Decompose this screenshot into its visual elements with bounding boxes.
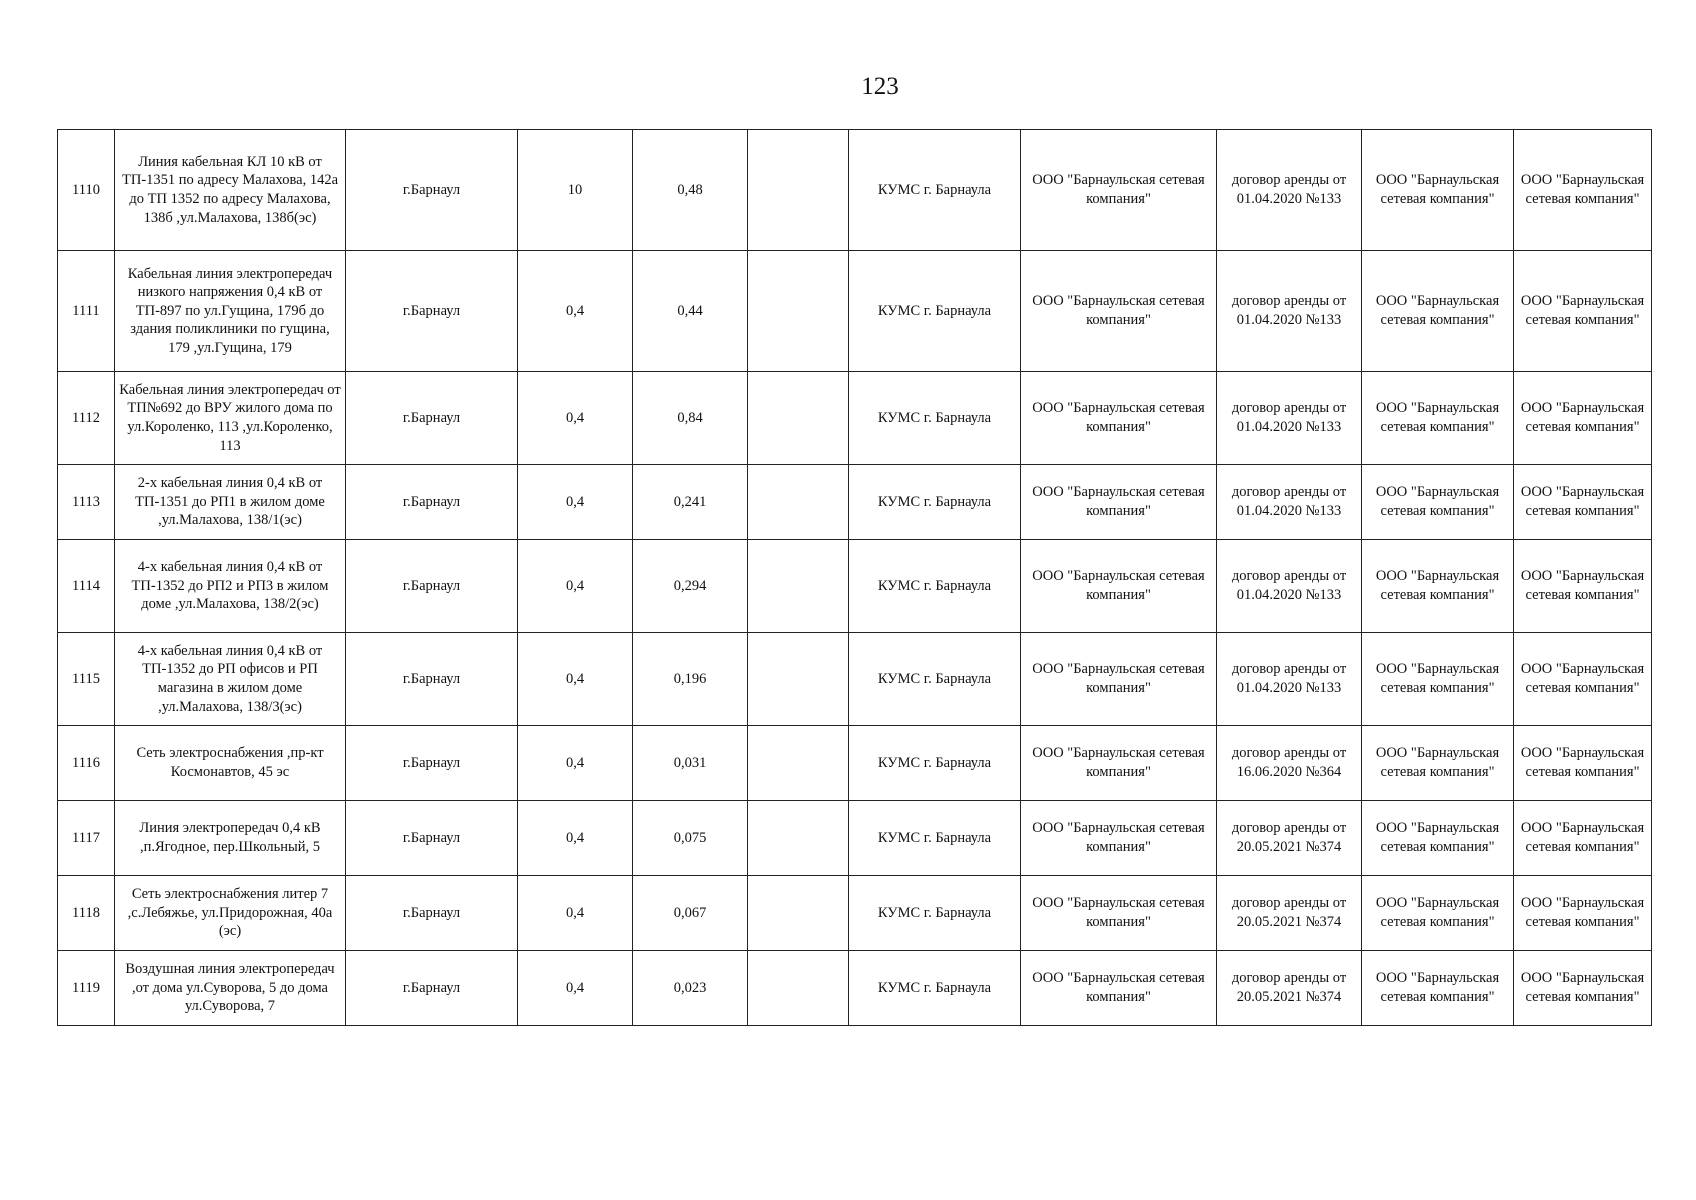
length: 0,294 [633, 540, 748, 633]
table-row [58, 540, 1652, 633]
organization-2: ООО "Барнаульская сетевая компания" [1514, 726, 1652, 801]
contract: договор аренды от 01.04.2020 №133 [1217, 465, 1362, 540]
row-number: 1113 [58, 465, 115, 540]
organization-2: ООО "Барнаульская сетевая компания" [1514, 130, 1652, 251]
voltage: 0,4 [518, 540, 633, 633]
voltage: 0,4 [518, 876, 633, 951]
organization: ООО "Барнаульская сетевая компания" [1362, 251, 1514, 372]
table-row [58, 465, 1652, 540]
user-organization: ООО "Барнаульская сетевая компания" [1021, 633, 1217, 726]
rights-holder: КУМС г. Барнаула [849, 372, 1021, 465]
empty-cell [748, 801, 849, 876]
location: г.Барнаул [346, 251, 518, 372]
registry-table [57, 129, 1652, 1026]
organization: ООО "Барнаульская сетевая компания" [1362, 130, 1514, 251]
table-row [58, 801, 1652, 876]
rights-holder: КУМС г. Барнаула [849, 633, 1021, 726]
contract: договор аренды от 01.04.2020 №133 [1217, 372, 1362, 465]
empty-cell [748, 876, 849, 951]
table-row [58, 372, 1652, 465]
row-number: 1111 [58, 251, 115, 372]
organization: ООО "Барнаульская сетевая компания" [1362, 372, 1514, 465]
empty-cell [748, 372, 849, 465]
object-name: 2-х кабельная линия 0,4 кВ от ТП-1351 до РП1 в жилом доме ,ул.Малахова, 138/1(эс) [115, 465, 346, 540]
rights-holder: КУМС г. Барнаула [849, 540, 1021, 633]
organization-2: ООО "Барнаульская сетевая компания" [1514, 876, 1652, 951]
table-row [58, 951, 1652, 1026]
voltage: 0,4 [518, 465, 633, 540]
table-row [58, 726, 1652, 801]
organization-2: ООО "Барнаульская сетевая компания" [1514, 801, 1652, 876]
contract: договор аренды от 20.05.2021 №374 [1217, 951, 1362, 1026]
location: г.Барнаул [346, 876, 518, 951]
length: 0,196 [633, 633, 748, 726]
empty-cell [748, 130, 849, 251]
voltage: 0,4 [518, 951, 633, 1026]
rights-holder: КУМС г. Барнаула [849, 465, 1021, 540]
organization: ООО "Барнаульская сетевая компания" [1362, 633, 1514, 726]
location: г.Барнаул [346, 726, 518, 801]
location: г.Барнаул [346, 801, 518, 876]
rights-holder: КУМС г. Барнаула [849, 951, 1021, 1026]
location: г.Барнаул [346, 951, 518, 1026]
voltage: 0,4 [518, 801, 633, 876]
contract: договор аренды от 01.04.2020 №133 [1217, 540, 1362, 633]
row-number: 1117 [58, 801, 115, 876]
organization-2: ООО "Барнаульская сетевая компания" [1514, 951, 1652, 1026]
user-organization: ООО "Барнаульская сетевая компания" [1021, 540, 1217, 633]
organization: ООО "Барнаульская сетевая компания" [1362, 951, 1514, 1026]
organization-2: ООО "Барнаульская сетевая компания" [1514, 465, 1652, 540]
object-name: Линия кабельная КЛ 10 кВ от ТП-1351 по адресу Малахова, 142а до ТП 1352 по адресу Малахова, 138б ,ул.Малахова, 138б(эс) [115, 130, 346, 251]
location: г.Барнаул [346, 372, 518, 465]
object-name: 4-х кабельная линия 0,4 кВ от ТП-1352 до РП2 и РП3 в жилом доме ,ул.Малахова, 138/2(эс) [115, 540, 346, 633]
user-organization: ООО "Барнаульская сетевая компания" [1021, 876, 1217, 951]
voltage: 0,4 [518, 372, 633, 465]
location: г.Барнаул [346, 130, 518, 251]
organization-2: ООО "Барнаульская сетевая компания" [1514, 633, 1652, 726]
organization-2: ООО "Барнаульская сетевая компания" [1514, 251, 1652, 372]
object-name: 4-х кабельная линия 0,4 кВ от ТП-1352 до РП офисов и РП магазина в жилом доме ,ул.Малахова, 138/3(эс) [115, 633, 346, 726]
rights-holder: КУМС г. Барнаула [849, 726, 1021, 801]
object-name: Кабельная линия электропередач от ТП№692 до ВРУ жилого дома по ул.Короленко, 113 ,ул.Короленко, 113 [115, 372, 346, 465]
contract: договор аренды от 20.05.2021 №374 [1217, 801, 1362, 876]
user-organization: ООО "Барнаульская сетевая компания" [1021, 726, 1217, 801]
object-name: Сеть электроснабжения литер 7 ,с.Лебяжье, ул.Придорожная, 40а (эс) [115, 876, 346, 951]
organization: ООО "Барнаульская сетевая компания" [1362, 876, 1514, 951]
row-number: 1114 [58, 540, 115, 633]
location: г.Барнаул [346, 540, 518, 633]
rights-holder: КУМС г. Барнаула [849, 801, 1021, 876]
rights-holder: КУМС г. Барнаула [849, 130, 1021, 251]
empty-cell [748, 540, 849, 633]
organization: ООО "Барнаульская сетевая компания" [1362, 726, 1514, 801]
object-name: Линия электропередач 0,4 кВ ,п.Ягодное, пер.Школьный, 5 [115, 801, 346, 876]
page-number: 123 [861, 73, 899, 100]
location: г.Барнаул [346, 633, 518, 726]
length: 0,075 [633, 801, 748, 876]
length: 0,241 [633, 465, 748, 540]
length: 0,067 [633, 876, 748, 951]
user-organization: ООО "Барнаульская сетевая компания" [1021, 251, 1217, 372]
user-organization: ООО "Барнаульская сетевая компания" [1021, 951, 1217, 1026]
organization: ООО "Барнаульская сетевая компания" [1362, 540, 1514, 633]
user-organization: ООО "Барнаульская сетевая компания" [1021, 801, 1217, 876]
empty-cell [748, 951, 849, 1026]
empty-cell [748, 633, 849, 726]
voltage: 0,4 [518, 633, 633, 726]
table-row [58, 876, 1652, 951]
table-row [58, 251, 1652, 372]
user-organization: ООО "Барнаульская сетевая компания" [1021, 130, 1217, 251]
length: 0,023 [633, 951, 748, 1026]
voltage: 10 [518, 130, 633, 251]
length: 0,44 [633, 251, 748, 372]
organization-2: ООО "Барнаульская сетевая компания" [1514, 372, 1652, 465]
length: 0,48 [633, 130, 748, 251]
row-number: 1118 [58, 876, 115, 951]
user-organization: ООО "Барнаульская сетевая компания" [1021, 372, 1217, 465]
object-name: Сеть электроснабжения ,пр-кт Космонавтов, 45 эс [115, 726, 346, 801]
organization: ООО "Барнаульская сетевая компания" [1362, 465, 1514, 540]
row-number: 1112 [58, 372, 115, 465]
contract: договор аренды от 16.06.2020 №364 [1217, 726, 1362, 801]
row-number: 1119 [58, 951, 115, 1026]
voltage: 0,4 [518, 726, 633, 801]
table-row [58, 130, 1652, 251]
voltage: 0,4 [518, 251, 633, 372]
empty-cell [748, 465, 849, 540]
contract: договор аренды от 20.05.2021 №374 [1217, 876, 1362, 951]
row-number: 1116 [58, 726, 115, 801]
row-number: 1110 [58, 130, 115, 251]
empty-cell [748, 251, 849, 372]
length: 0,031 [633, 726, 748, 801]
object-name: Воздушная линия электропередач ,от дома ул.Суворова, 5 до дома ул.Суворова, 7 [115, 951, 346, 1026]
location: г.Барнаул [346, 465, 518, 540]
rights-holder: КУМС г. Барнаула [849, 876, 1021, 951]
contract: договор аренды от 01.04.2020 №133 [1217, 251, 1362, 372]
table-row [58, 633, 1652, 726]
organization-2: ООО "Барнаульская сетевая компания" [1514, 540, 1652, 633]
user-organization: ООО "Барнаульская сетевая компания" [1021, 465, 1217, 540]
rights-holder: КУМС г. Барнаула [849, 251, 1021, 372]
empty-cell [748, 726, 849, 801]
row-number: 1115 [58, 633, 115, 726]
length: 0,84 [633, 372, 748, 465]
contract: договор аренды от 01.04.2020 №133 [1217, 130, 1362, 251]
organization: ООО "Барнаульская сетевая компания" [1362, 801, 1514, 876]
contract: договор аренды от 01.04.2020 №133 [1217, 633, 1362, 726]
object-name: Кабельная линия электропередач низкого напряжения 0,4 кВ от ТП-897 по ул.Гущина, 179б до здания поликлиники по гущина, 179 ,ул.Гущина, 179 [115, 251, 346, 372]
